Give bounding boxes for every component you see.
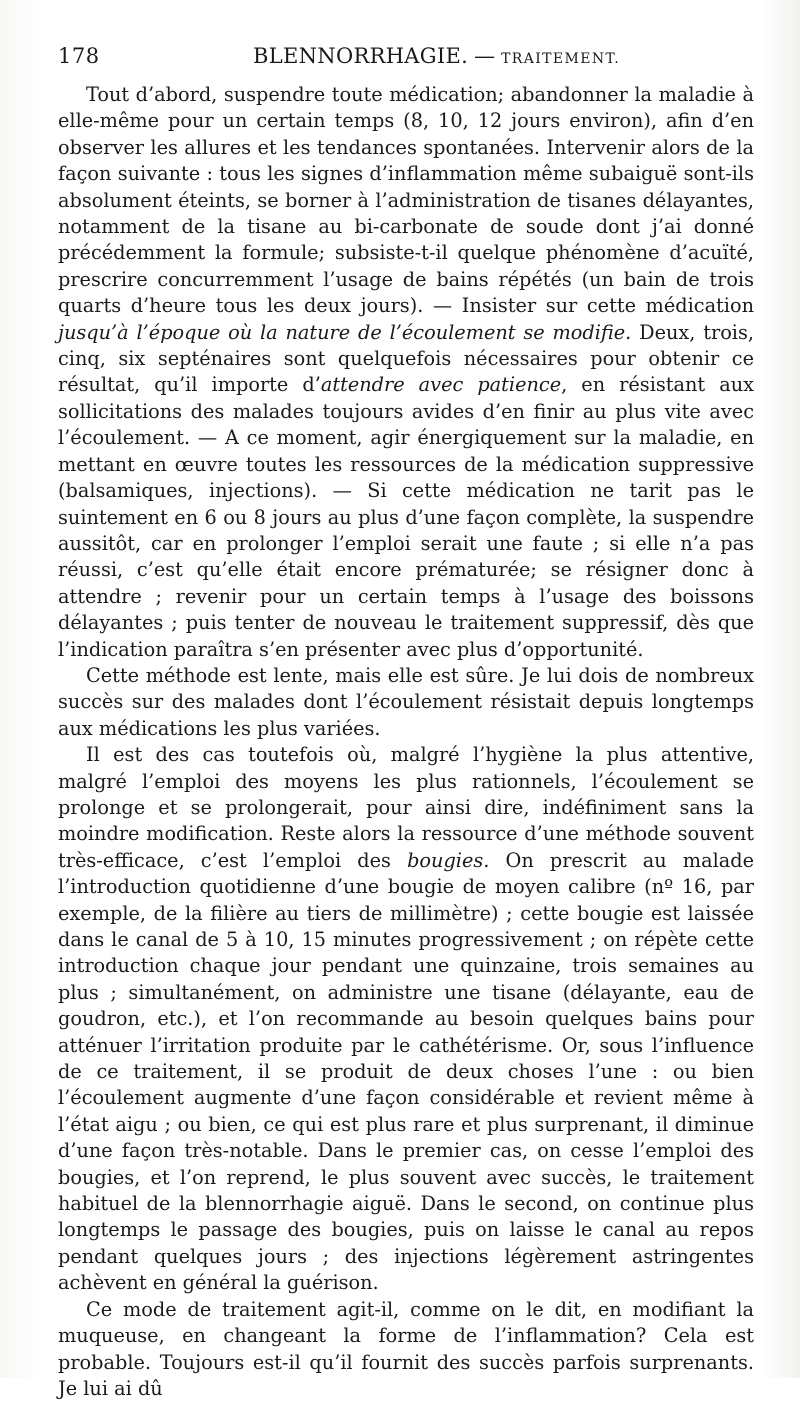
text-run: Tout d’abord, suspendre toute médication; abandonner la maladie à elle-même pour un certain temps (8, 10, 12 jours environ), afin d’en observer les allures et les tendances spontanées. Intervenir alors de la façon suivante : tous les signes d’inflammation même subaiguë sont-ils absolument éteints, se borner à l’administration de tisanes délayantes, notamment de la tisane au bi-carbonate de soude dont j’ai donné précédemment la formule; subsiste-t-il quelque phénomène d’acuïté, prescrire concurremment l’usage de bains répétés (un bain de trois quarts d’heure tous les deux jours). — Insister sur cette médication (58, 83, 754, 318)
text-run: Il est des cas toutefois où, malgré l’hygiène la plus attentive, malgré l’emploi des moyens les plus rationnels, l’écoulement se prolonge et se prolongerait, pour ainsi dire, indéfiniment sans la moindre modification. Reste alors la ressource d’une méthode souvent très-efficace, c’est l’emploi des (58, 743, 754, 872)
italic-run: jusqu’à l’époque où la nature de l’écoulement se modifie. (58, 320, 632, 344)
text-run: , en résistant aux sollicitations des malades toujours avides d’en finir au plus vite avec l’écoulement. — A ce moment, agir énergiquement sur la maladie, en mettant en œuvre toutes les ressources de la médication suppressive (balsamiques, injections). — Si cette médication ne tarit pas le suintement en 6 ou 8 jours au plus d’une façon complète, la suspendre aussitôt, car en prolonger l’emploi serait une faute ; si elle n’a pas réussi, c’est qu’elle était encore prématurée; se résigner donc à attendre ; revenir pour un certain temps à l’usage des boissons délayantes ; puis tenter de nouveau le traitement suppressif, dès que l’indication paraîtra s’en présenter avec plus d’opportunité. (58, 373, 754, 661)
text-run: On prescrit au malade l’introduction quotidienne d’une bougie de moyen calibre (nº 16, par exemple, de la filière au tiers de millimètre) ; cette bougie est laissée dans le canal de 5 à 10, 15 minutes progressivement ; on répète cette introduction chaque jour pendant une quinzaine, trois semaines au plus ; simultanément, on administre une tisane (délayante, eau de goudron, etc.), et l’on recommande au besoin quelques bains pour atténuer l’irritation produite par le cathétérisme. Or, sous l’influence de ce traitement, il se produit de deux choses l’une : ou bien l’écoulement augmente d’une façon considérable et revient même à l’état aigu ; ou bien, ce qui est plus rare et plus surprenant, il diminue d’une façon très-notable. Dans le premier cas, on cesse l’emploi des bougies, et l’on reprend, le plus souvent avec succès, le traitement habituel de la blennorrhagie aiguë. Dans le second, on continue plus longtemps le passage des bougies, puis on laisse le canal au repos pendant quelques jours ; des injections légèrement astringentes achèvent en général la guérison. (58, 848, 754, 1295)
paragraph (58, 1297, 754, 1402)
body-text (58, 82, 754, 1402)
section-subtitle: TRAITEMENT. (501, 51, 621, 67)
chapter-title: BLENNORRHAGIE. (253, 44, 469, 68)
text-run: Ce mode de traitement agit-il, comme on le dit, en modifiant la muqueuse, en changeant la forme de l’inflammation? Cela est probable. Toujours est-il qu’il fournit des succès parfois surprenants. Je lui ai dû (58, 1297, 754, 1400)
title-separator: — (474, 44, 496, 68)
paragraph (58, 82, 754, 663)
text-run: Deux, trois, cinq, six septénaires sont quelquefois nécessaires pour obtenir ce résultat, qu’il importe d’ (58, 320, 754, 397)
italic-run: bougies. (407, 848, 490, 872)
running-title (253, 44, 620, 68)
italic-run: attendre avec patience (320, 373, 562, 397)
paragraph (58, 663, 754, 742)
running-header (58, 44, 754, 74)
page-number: 178 (58, 44, 100, 68)
text-run: Cette méthode est lente, mais elle est sûre. Je lui dois de nombreux succès sur des malades dont l’écoulement résistait depuis longtemps aux médications les plus variées. (58, 663, 754, 740)
paragraph (58, 742, 754, 1297)
